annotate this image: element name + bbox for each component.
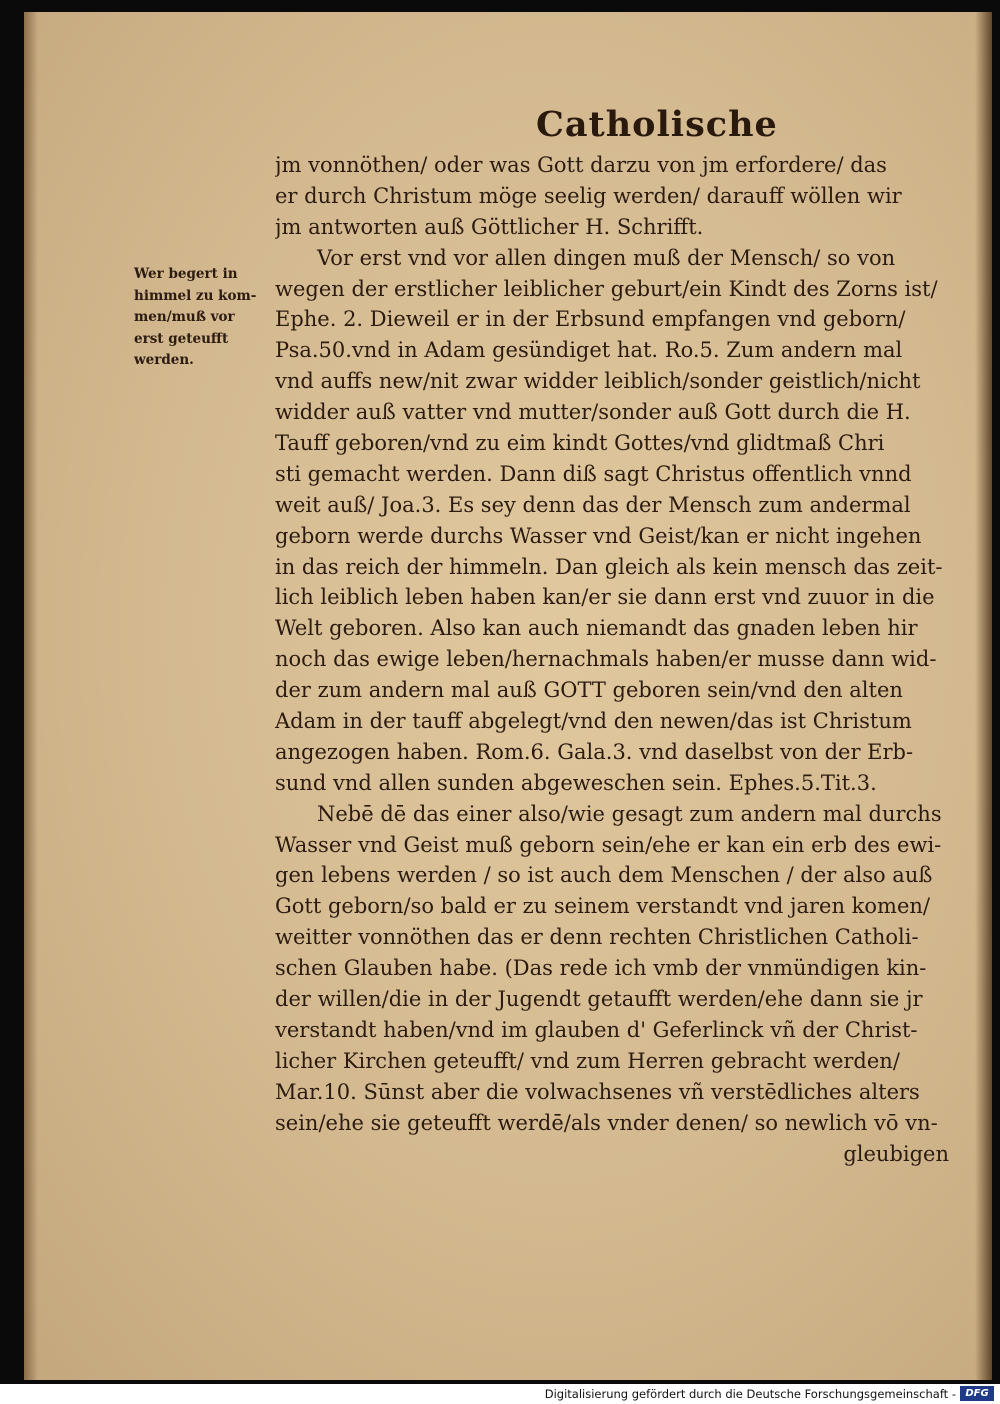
- text-line: wegen der erstlicher leiblicher geburt/ein Kindt des Zorns ist/: [275, 276, 938, 301]
- text-line: sti gemacht werden. Dann diß sagt Christus offentlich vnnd: [275, 461, 912, 486]
- text-line: weit auß/ Joa.3. Es sey denn das der Mensch zum andermal: [275, 492, 911, 517]
- text-line: Psa.50.vnd in Adam gesündiget hat. Ro.5. Zum andern mal: [275, 338, 903, 363]
- text-line: widder auß vatter vnd mutter/sonder auß Gott durch die H.: [275, 400, 911, 425]
- text-line: geborn werde durchs Wasser vnd Geist/kan er nicht ingehen: [275, 523, 922, 548]
- text-line: Wasser vnd Geist muß geborn sein/ehe er kan ein erb des ewi-: [275, 832, 942, 857]
- text-line: angezogen haben. Rom.6. Gala.3. vnd daselbst von der Erb-: [275, 739, 914, 764]
- text-line: Ephe. 2. Dieweil er in der Erbsund empfangen vnd geborn/: [275, 307, 906, 332]
- marginal-note-line: himmel zu kom-: [134, 287, 257, 304]
- text-line: vnd auffs new/nit zwar widder leiblich/sonder geistlich/nicht: [275, 369, 921, 394]
- text-line: der zum andern mal auß GOTT geboren sein/vnd den alten: [275, 678, 903, 703]
- page-edge: [975, 12, 992, 1380]
- running-head: Catholische: [536, 104, 778, 145]
- marginal-note-line: erst geteufft: [134, 330, 229, 347]
- text-line: noch das ewige leben/hernachmals haben/er musse dann wid-: [275, 647, 937, 672]
- paragraph-start-line: Nebē dē das einer also/wie gesagt zum andern mal durchs: [317, 801, 942, 826]
- text-line: sein/ehe sie geteufft werdē/als vnder denen/ so newlich vō vn-: [275, 1110, 938, 1135]
- text-line: in das reich der himmeln. Dan gleich als kein mensch das zeit-: [275, 554, 943, 579]
- text-line: Welt geboren. Also kan auch niemandt das gnaden leben hir: [275, 616, 918, 641]
- catchword: gleubigen: [843, 1141, 949, 1166]
- dfg-logo-icon: DFG: [960, 1386, 994, 1401]
- text-line: sund vnd allen sunden abgeweschen sein. Ephes.5.Tit.3.: [275, 770, 877, 795]
- text-line: weitter vonnöthen das er denn rechten Christlichen Catholi-: [275, 925, 919, 950]
- text-line: Tauff geboren/vnd zu eim kindt Gottes/vnd glidtmaß Chri: [275, 431, 885, 456]
- text-line: er durch Christum möge seelig werden/ darauff wöllen wir: [275, 183, 902, 208]
- text-line: jm vonnöthen/ oder was Gott darzu von jm erfordere/ das: [275, 153, 887, 177]
- text-line: jm antworten auß Göttlicher H. Schrifft.: [275, 214, 704, 239]
- footer-bar: [0, 1384, 1000, 1404]
- marginal-note-line: werden.: [134, 352, 194, 368]
- page-gutter-shadow: [24, 12, 38, 1380]
- paragraph-start-line: Vor erst vnd vor allen dingen muß der Mensch/ so von: [317, 245, 896, 270]
- text-line: gen lebens werden / so ist auch dem Menschen / der also auß: [275, 863, 933, 888]
- marginal-note: [134, 264, 274, 372]
- text-line: Gott geborn/so bald er zu seinem verstandt vnd jaren komen/: [275, 894, 930, 919]
- marginal-note-line: Wer begert in: [134, 266, 238, 282]
- text-line: lich leiblich leben haben kan/er sie dann erst vnd zuuor in die: [275, 585, 935, 610]
- text-line: schen Glauben habe. (Das rede ich vmb der vnmündigen kin-: [275, 956, 927, 981]
- marginal-note-line: men/muß vor: [134, 309, 235, 325]
- text-line: Adam in der tauff abgelegt/vnd den newen/das ist Christum: [275, 709, 912, 734]
- text-line: licher Kirchen geteufft/ vnd zum Herren gebracht werden/: [275, 1048, 900, 1073]
- text-line: Mar.10. Sūnst aber die volwachsenes vñ verstēdliches alters: [275, 1079, 920, 1104]
- text-line: verstandt haben/vnd im glauben d' Geferlinck vñ der Christ-: [275, 1017, 918, 1042]
- body-text: [275, 150, 955, 1169]
- funding-note: Digitalisierung gefördert durch die Deutsche Forschungsgemeinschaft -: [544, 1387, 956, 1401]
- text-line: der willen/die in der Jugendt getaufft werden/ehe dann sie jr: [275, 987, 923, 1012]
